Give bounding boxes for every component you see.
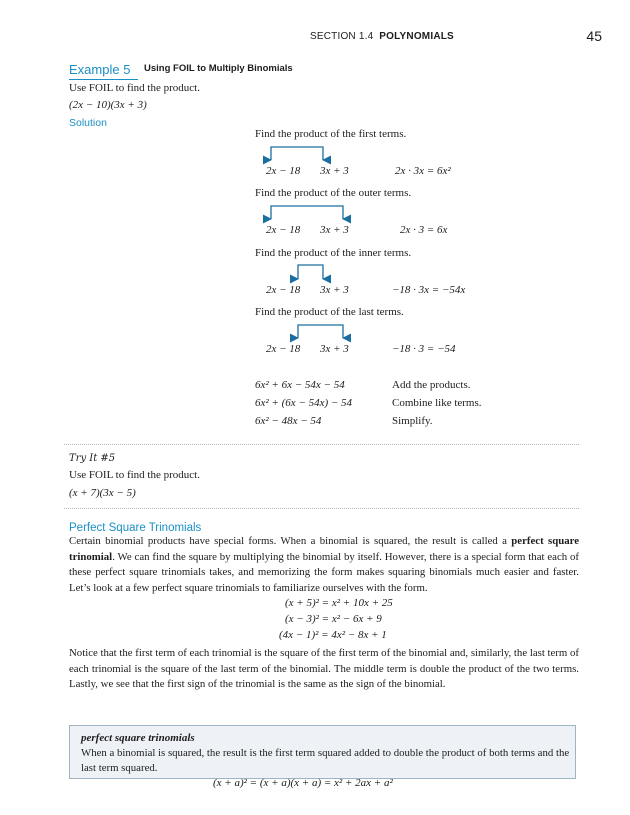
step-left-binomial: 2x − 18 [266, 224, 301, 236]
try-it-problem: (x + 7)(3x − 5) [69, 487, 136, 499]
definition-term: perfect square trinomials [81, 732, 195, 744]
trinomial-example: (4x − 1)² = 4x² − 8x + 1 [279, 629, 387, 641]
step-right-binomial: 3x + 3 [320, 284, 349, 296]
summary-expression: 6x² − 48x − 54 [255, 415, 322, 427]
step-result: 2x · 3 = 6x [400, 224, 448, 236]
subsection-heading: Perfect Square Trinomials [69, 522, 202, 534]
definition-formula: (x + a)² = (x + a)(x + a) = x² + 2ax + a² [213, 777, 393, 789]
intro-paragraph: Certain binomial products have special forms. When a binomial is squared, the result is called a perfect square trinomial. We can find the square by multiplying the binomial by itself. However, there is a special form that each of these perfect square trinomials takes, and memorizing the form makes squaring binomials much easier and faster. Let’s look at a few perfect square trinomials to familiarize ourselves with the form. [69, 535, 580, 594]
summary-note: Simplify. [392, 415, 433, 427]
step-right-binomial: 3x + 3 [320, 165, 349, 177]
step-result: −18 · 3x = −54x [392, 284, 466, 296]
step-caption: Find the product of the outer terms. [255, 187, 412, 199]
outer-terms-arrow [271, 206, 343, 219]
example-label: Example 5 [69, 62, 131, 77]
step-caption: Find the product of the last terms. [255, 306, 404, 318]
inner-terms-arrow [298, 265, 323, 279]
try-it-instruction: Use FOIL to find the product. [69, 469, 200, 481]
notice-paragraph: Notice that the first term of each trinomial is the square of the first term of the binomial and, similarly, the last term of each trinomial is the square of the last term of the binomial. The middle term is double the product of the two terms. Lastly, we see that the first sign of the trinomial is the same as the sign of the binomial. [69, 647, 579, 690]
last-terms-arrow [298, 325, 343, 338]
step-left-binomial: 2x − 18 [266, 284, 301, 296]
step-caption: Find the product of the first terms. [255, 128, 407, 140]
step-caption: Find the product of the inner terms. [255, 247, 412, 259]
step-right-binomial: 3x + 3 [320, 224, 349, 236]
trinomial-example: (x − 3)² = x² − 6x + 9 [285, 613, 382, 625]
step-right-binomial: 3x + 3 [320, 343, 349, 355]
summary-note: Combine like terms. [392, 397, 482, 409]
section-heading: SECTION 1.4 POLYNOMIALS [310, 31, 454, 42]
summary-expression: 6x² + (6x − 54x) − 54 [255, 397, 353, 409]
definition-box [69, 725, 576, 789]
first-terms-arrow [271, 147, 323, 160]
solution-label: Solution [69, 117, 107, 129]
page-number: 45 [586, 28, 602, 44]
example-instruction: Use FOIL to find the product. [69, 82, 200, 94]
definition-text: When a binomial is squared, the result is the first term squared added to double the product of both terms and the last term squared. [81, 747, 570, 774]
key-term: perfect square trinomial [69, 535, 580, 563]
section-divider [64, 444, 579, 445]
step-left-binomial: 2x − 18 [266, 165, 301, 177]
step-left-binomial: 2x − 18 [266, 343, 301, 355]
example-problem: (2x − 10)(3x + 3) [69, 99, 147, 111]
trinomial-example: (x + 5)² = x² + 10x + 25 [285, 597, 393, 609]
example-title: Using FOIL to Multiply Binomials [144, 63, 293, 74]
summary-note: Add the products. [392, 379, 471, 391]
try-it-label: Try It #5 [69, 453, 116, 464]
summary-expression: 6x² + 6x − 54x − 54 [255, 379, 345, 391]
step-result: 2x · 3x = 6x² [395, 165, 451, 177]
section-divider [64, 508, 579, 509]
step-result: −18 · 3 = −54 [392, 343, 456, 355]
